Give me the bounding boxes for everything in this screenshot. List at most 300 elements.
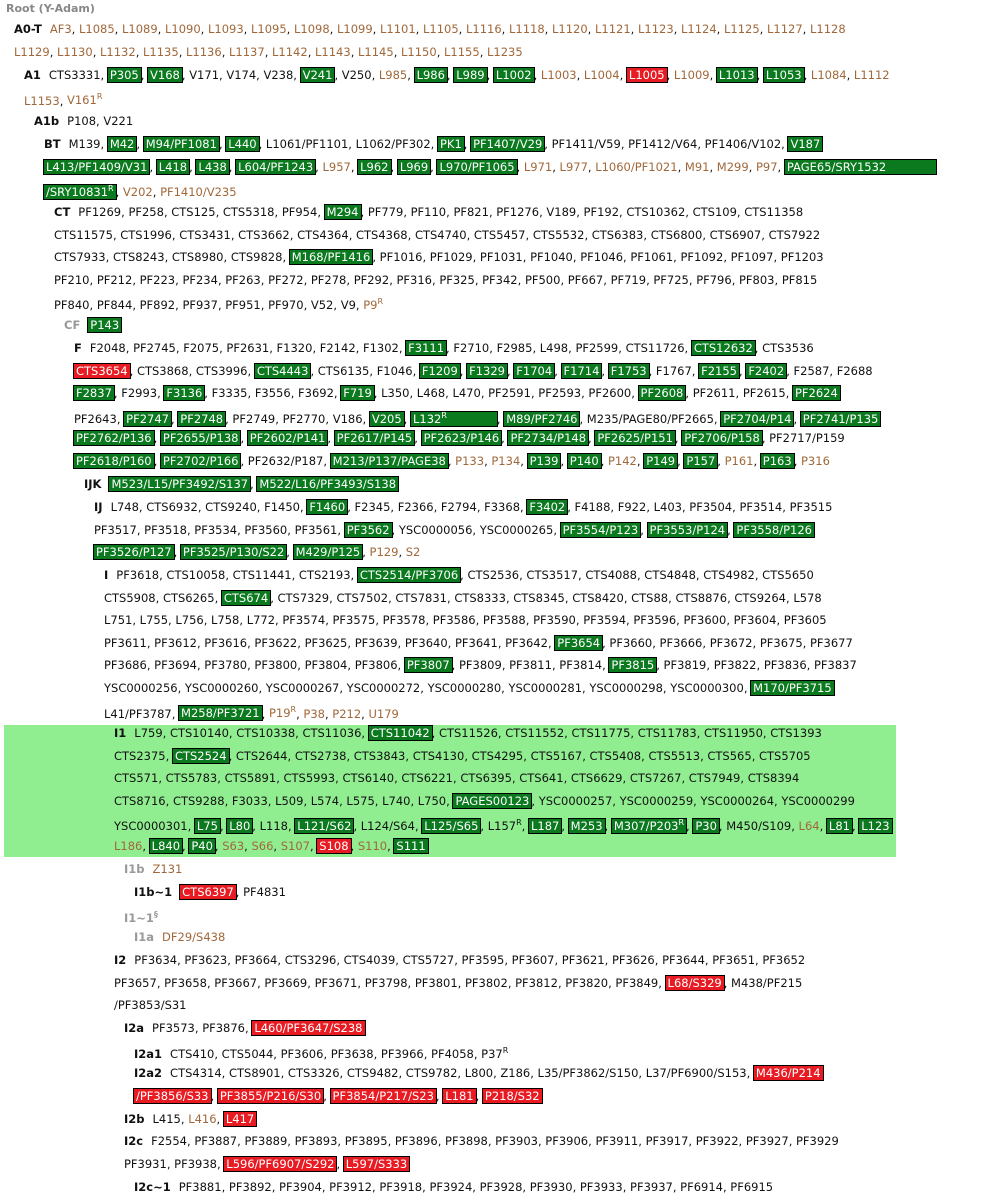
snp-marker[interactable]: PF272 (268, 272, 304, 287)
snp-marker[interactable]: F3556 (254, 386, 291, 401)
snp-marker[interactable]: Z186 (500, 1066, 531, 1080)
snp-marker[interactable]: PF4058 (431, 1046, 474, 1061)
snp-marker[interactable]: PF278 (310, 272, 347, 287)
snp-marker[interactable]: L604/PF1243 (238, 159, 314, 174)
snp-marker[interactable]: CTS5650 (762, 568, 814, 582)
snp-marker[interactable]: CTS2524 (174, 748, 227, 763)
snp-marker[interactable]: PF223 (139, 272, 176, 287)
snp-marker[interactable]: L118 (259, 819, 288, 834)
snp-marker[interactable]: V238 (263, 68, 294, 82)
snp-marker[interactable]: CTS8333 (454, 590, 506, 605)
snp-marker[interactable]: PF2747 (126, 411, 169, 426)
snp-marker[interactable]: /PF3856/S33 (136, 1088, 209, 1103)
snp-marker[interactable]: CTS3996 (195, 363, 248, 378)
node-label[interactable]: I2a2 (134, 1066, 163, 1080)
snp-marker[interactable]: PF3638 (330, 1046, 374, 1061)
snp-marker[interactable]: PF192 (583, 205, 620, 219)
snp-marker[interactable]: PF3641 (454, 635, 498, 650)
snp-marker[interactable]: M235/PAGE80/PF2665 (586, 411, 714, 426)
snp-marker[interactable]: PF2618/P160 (76, 453, 152, 468)
snp-marker[interactable]: L123 (861, 819, 890, 834)
snp-marker[interactable]: PF4831 (243, 885, 286, 899)
snp-marker[interactable]: CTS9782 (405, 1066, 458, 1080)
snp-marker[interactable]: CTS4295 (471, 748, 524, 763)
snp-marker[interactable]: PF1412/V64 (628, 137, 698, 151)
snp-marker[interactable]: CTS5044 (221, 1046, 274, 1061)
snp-marker[interactable]: V250 (341, 68, 372, 82)
snp-marker[interactable]: L977 (559, 159, 588, 174)
snp-marker[interactable]: PF3644 (662, 953, 705, 967)
snp-marker[interactable]: PF3836 (763, 658, 807, 673)
snp-marker[interactable]: CTS88 (631, 590, 669, 605)
snp-marker[interactable]: L1084 (810, 68, 847, 82)
snp-marker[interactable]: $P37^R$ (481, 1046, 509, 1061)
snp-marker[interactable]: PF3898 (445, 1134, 488, 1148)
snp-marker[interactable]: F1714 (563, 363, 600, 378)
snp-marker[interactable]: PF3917 (645, 1134, 689, 1148)
snp-marker[interactable]: P305 (109, 68, 139, 82)
snp-marker[interactable]: L1002 (495, 68, 532, 82)
snp-marker[interactable]: PF3811 (509, 658, 552, 673)
snp-marker[interactable]: L1125 (723, 22, 760, 36)
snp-marker[interactable]: PF110 (410, 205, 447, 219)
snp-marker[interactable]: L1120 (551, 22, 588, 36)
snp-marker[interactable]: L350 (381, 386, 410, 401)
snp-marker[interactable]: L1130 (57, 44, 93, 59)
snp-marker[interactable]: S110 (357, 838, 388, 853)
snp-marker[interactable]: CTS7922 (768, 227, 821, 242)
snp-marker[interactable]: CTS7267 (629, 771, 682, 786)
snp-marker[interactable]: L68/S329 (667, 975, 722, 990)
snp-marker[interactable]: PF3623 (184, 953, 228, 967)
snp-marker[interactable]: L35/PF3862/S150 (537, 1066, 639, 1080)
snp-marker[interactable]: PF2593 (538, 386, 582, 401)
snp-marker[interactable]: PF3918 (379, 1180, 423, 1194)
snp-marker[interactable]: L416 (188, 1112, 217, 1126)
snp-marker[interactable]: PF3618 (116, 568, 160, 582)
snp-marker[interactable]: L41/PF3787 (104, 706, 172, 721)
snp-marker[interactable]: PF3855/P216/S30 (219, 1088, 322, 1103)
snp-marker[interactable]: PF951 (225, 298, 261, 313)
snp-marker[interactable]: CTS11526 (438, 726, 498, 740)
snp-marker[interactable]: CTS565 (707, 748, 752, 763)
snp-marker[interactable]: CTS11775 (571, 726, 631, 740)
snp-marker[interactable]: P149 (646, 453, 676, 468)
snp-marker[interactable]: L759 (134, 726, 163, 740)
snp-marker[interactable]: PF342 (482, 272, 518, 287)
snp-marker[interactable]: L574 (310, 793, 340, 808)
snp-marker[interactable]: M522/L16/PF3493/S138 (259, 477, 397, 491)
snp-marker[interactable]: CTS6395 (460, 771, 512, 786)
snp-marker[interactable]: PF3966 (380, 1046, 424, 1061)
snp-marker[interactable]: CTS5513 (648, 748, 701, 763)
snp-marker[interactable]: CTS2514/PF3706 (359, 568, 459, 582)
snp-marker[interactable]: L1128 (809, 22, 846, 36)
snp-marker[interactable]: CTS11036 (302, 726, 362, 740)
snp-marker[interactable]: L750 (417, 793, 447, 808)
snp-marker[interactable]: L1112 (853, 68, 890, 82)
snp-marker[interactable]: PF3626 (611, 953, 655, 967)
snp-marker[interactable]: F1460 (309, 500, 346, 514)
snp-marker[interactable]: DF29/S438 (162, 930, 226, 944)
snp-marker[interactable]: PF212 (96, 272, 133, 287)
snp-marker[interactable]: PF3654 (557, 635, 601, 650)
snp-marker[interactable]: PF3622 (254, 635, 298, 650)
snp-marker[interactable]: P139 (529, 453, 559, 468)
snp-marker[interactable]: PF292 (353, 272, 390, 287)
node-label[interactable]: A0-T (14, 22, 42, 36)
snp-marker[interactable]: L418 (158, 159, 188, 174)
snp-marker[interactable]: PF719 (610, 272, 647, 287)
snp-marker[interactable]: P163 (762, 453, 792, 468)
snp-marker[interactable]: F1046 (376, 363, 413, 378)
snp-marker[interactable]: PF796 (696, 272, 732, 287)
snp-marker[interactable]: PF316 (396, 272, 432, 287)
node-label[interactable]: I2c~1 (134, 1180, 171, 1194)
node-label[interactable]: CF (64, 318, 81, 332)
snp-marker[interactable]: PF3666 (659, 635, 703, 650)
snp-marker[interactable]: PF3896 (394, 1134, 438, 1148)
snp-marker[interactable]: YSC0000056 (398, 522, 473, 537)
snp-marker[interactable]: V221 (103, 114, 134, 128)
snp-marker[interactable]: PF234 (182, 272, 218, 287)
snp-marker[interactable]: L756 (175, 613, 204, 628)
snp-marker[interactable]: CTS7329 (277, 590, 330, 605)
snp-marker[interactable]: L840 (151, 838, 181, 853)
snp-marker[interactable]: PF3612 (154, 635, 197, 650)
snp-marker[interactable]: M258/PF3721 (181, 706, 260, 721)
snp-marker[interactable]: L597/S333 (345, 1156, 408, 1171)
snp-marker[interactable]: PF2702/P166 (162, 453, 239, 468)
snp-marker[interactable]: PF3660 (609, 635, 653, 650)
snp-marker[interactable]: PF3809 (458, 658, 502, 673)
snp-marker[interactable]: CTS4088 (585, 568, 637, 582)
snp-marker[interactable]: L187 (530, 819, 560, 834)
snp-marker[interactable]: M42 (109, 137, 135, 151)
snp-marker[interactable]: V171 (189, 68, 220, 82)
snp-marker[interactable]: CTS10362 (626, 205, 686, 219)
snp-marker[interactable]: PF1407/V29 (473, 137, 543, 151)
snp-marker[interactable]: F2837 (76, 386, 112, 401)
snp-marker[interactable]: F3335 (211, 386, 248, 401)
snp-marker[interactable]: F1302 (362, 341, 399, 355)
snp-marker[interactable]: PF3664 (234, 953, 278, 967)
snp-marker[interactable]: PF258 (128, 205, 164, 219)
snp-marker[interactable]: P212 (332, 706, 362, 721)
snp-marker[interactable]: PF2655/P138 (162, 431, 239, 446)
snp-marker[interactable]: L415 (152, 1112, 181, 1126)
snp-marker[interactable]: PF3578 (382, 613, 426, 628)
snp-marker[interactable]: PF3634 (134, 953, 178, 967)
snp-marker[interactable]: S2 (405, 545, 421, 560)
snp-marker[interactable]: YSC0000264 (700, 793, 775, 808)
snp-marker[interactable]: PF3575 (332, 613, 376, 628)
snp-marker[interactable]: PF3560 (244, 522, 288, 537)
node-label[interactable]: F (74, 341, 82, 355)
snp-marker[interactable]: L1085 (78, 22, 115, 36)
snp-marker[interactable]: P40 (191, 838, 213, 853)
snp-marker[interactable]: CTS11950 (703, 726, 763, 740)
snp-marker[interactable]: PF3573 (152, 1021, 195, 1035)
snp-marker[interactable]: $L132^R$ (411, 412, 497, 426)
snp-marker[interactable]: PF3588 (482, 613, 526, 628)
snp-marker[interactable]: CTS11726 (625, 341, 685, 355)
snp-marker[interactable]: CTS7831 (395, 590, 447, 605)
snp-marker[interactable]: CTS5908 (104, 590, 156, 605)
snp-marker[interactable]: L186 (114, 838, 143, 853)
snp-marker[interactable]: YSC0000259 (619, 793, 694, 808)
snp-marker[interactable]: PF3820 (565, 975, 609, 990)
snp-marker[interactable]: PF3937 (630, 1180, 673, 1194)
snp-marker[interactable]: CTS8901 (228, 1066, 281, 1080)
snp-marker[interactable]: L970/PF1065 (439, 159, 515, 174)
snp-marker[interactable]: S111 (396, 838, 426, 853)
snp-marker[interactable]: CTS4982 (703, 568, 755, 582)
snp-marker[interactable]: PF840 (54, 298, 90, 313)
snp-marker[interactable]: U179 (368, 706, 399, 721)
snp-marker[interactable]: PF3822 (713, 658, 757, 673)
snp-marker[interactable]: L1060/PF1021 (595, 159, 678, 174)
snp-marker[interactable]: PF2734/P148 (510, 431, 587, 446)
node-label[interactable]: I (104, 568, 109, 582)
snp-marker[interactable]: CTS410 (170, 1046, 215, 1061)
snp-marker[interactable]: P316 (801, 453, 830, 468)
snp-marker[interactable]: PF3800 (254, 658, 298, 673)
snp-marker[interactable]: PF2704/P14 (723, 411, 792, 426)
snp-marker[interactable]: PF2631 (226, 341, 270, 355)
snp-marker[interactable]: F1320 (276, 341, 313, 355)
snp-marker[interactable]: PF3669 (264, 975, 308, 990)
snp-marker[interactable]: PF2741/P135 (802, 411, 879, 426)
snp-marker[interactable]: L413/PF1409/V31 (46, 159, 148, 174)
snp-marker[interactable]: $V161^R$ (67, 92, 103, 108)
snp-marker[interactable]: L181 (445, 1088, 474, 1103)
snp-marker[interactable]: L1101 (379, 22, 416, 36)
node-label[interactable]: I2a (124, 1021, 145, 1035)
snp-marker[interactable]: L800 (464, 1066, 494, 1080)
snp-marker[interactable]: CTS6265 (162, 590, 215, 605)
snp-marker[interactable]: PF725 (653, 272, 689, 287)
snp-marker[interactable]: L986 (416, 68, 445, 82)
snp-marker[interactable]: PF1406/V102 (704, 137, 782, 151)
snp-marker[interactable]: F3136 (166, 386, 203, 401)
snp-marker[interactable]: CTS10140 (169, 726, 229, 740)
snp-marker[interactable]: PF3904 (279, 1180, 322, 1194)
snp-marker[interactable]: PF3504 (689, 500, 733, 514)
snp-marker[interactable]: PF3657 (114, 975, 157, 990)
snp-marker[interactable]: PF3675 (759, 635, 803, 650)
snp-marker[interactable]: CTS5408 (589, 748, 642, 763)
snp-marker[interactable]: YSC0000265 (479, 522, 554, 537)
snp-marker[interactable]: CTS4364 (297, 227, 349, 242)
snp-marker[interactable]: PF892 (139, 298, 176, 313)
snp-marker[interactable]: M139 (68, 137, 101, 151)
snp-marker[interactable]: L1003 (540, 68, 577, 82)
snp-marker[interactable]: L1062/PF302 (355, 137, 431, 151)
snp-marker[interactable]: F2993 (121, 386, 158, 401)
snp-marker[interactable]: CTS109 (692, 205, 737, 219)
snp-marker[interactable]: CTS6932 (146, 500, 198, 514)
node-label[interactable]: CT (54, 205, 71, 219)
snp-marker[interactable]: CTS6397 (182, 885, 234, 899)
snp-marker[interactable]: PF1016 (379, 250, 423, 265)
snp-marker[interactable]: PF2624 (794, 386, 838, 401)
snp-marker[interactable]: PF937 (182, 298, 218, 313)
snp-marker[interactable]: CTS3331 (48, 68, 101, 82)
snp-marker[interactable]: CTS3843 (353, 748, 406, 763)
snp-marker[interactable]: L417 (225, 1112, 255, 1126)
snp-marker[interactable]: F3111 (408, 341, 445, 355)
snp-marker[interactable]: CTS6221 (401, 771, 453, 786)
snp-marker[interactable]: V205 (371, 411, 402, 426)
snp-marker[interactable]: PF3819 (663, 658, 707, 673)
snp-marker[interactable]: PF3929 (796, 1134, 839, 1148)
node-label[interactable]: A1 (24, 68, 41, 82)
snp-marker[interactable]: L460/PF3647/S238 (254, 1021, 363, 1035)
snp-marker[interactable]: F3692 (298, 386, 334, 401)
snp-marker[interactable]: S66 (251, 838, 274, 853)
snp-marker[interactable]: PF3798 (364, 975, 408, 990)
snp-marker[interactable]: PF1276 (496, 205, 540, 219)
snp-marker[interactable]: F3368 (484, 500, 521, 514)
snp-marker[interactable]: $M307/P203^R$ (613, 818, 685, 834)
snp-marker[interactable]: PF3658 (164, 975, 207, 990)
snp-marker[interactable]: PF3607 (511, 953, 555, 967)
snp-marker[interactable]: CTS3868 (136, 363, 189, 378)
snp-marker[interactable]: F2366 (397, 500, 434, 514)
snp-marker[interactable]: PF3876 (202, 1021, 246, 1035)
snp-marker[interactable]: L755 (139, 613, 169, 628)
snp-marker[interactable]: L1089 (121, 22, 158, 36)
snp-marker[interactable]: L1153 (24, 93, 60, 108)
snp-marker[interactable]: PF3892 (228, 1180, 272, 1194)
snp-marker[interactable]: L1143 (315, 44, 351, 59)
snp-marker[interactable]: CTS9482 (346, 1066, 399, 1080)
snp-marker[interactable]: L80 (229, 819, 251, 834)
snp-marker[interactable]: PF3893 (294, 1134, 338, 1148)
snp-marker[interactable]: CTS7502 (336, 590, 389, 605)
snp-marker[interactable]: F1450 (264, 500, 300, 514)
snp-marker[interactable]: CTS2644 (235, 748, 288, 763)
snp-marker[interactable]: $P19^R$ (268, 705, 297, 721)
snp-marker[interactable]: L121/S62 (297, 819, 352, 834)
snp-marker[interactable]: PF3558/P126 (736, 522, 812, 537)
snp-marker[interactable]: PF3922 (695, 1134, 739, 1148)
snp-marker[interactable]: L1105 (422, 22, 459, 36)
snp-marker[interactable]: P134 (491, 453, 521, 468)
snp-marker[interactable]: PF263 (225, 272, 261, 287)
snp-marker[interactable]: P133 (455, 453, 485, 468)
snp-marker[interactable]: PF3514 (739, 500, 783, 514)
snp-marker[interactable]: L64 (798, 819, 820, 834)
snp-marker[interactable]: PF3677 (809, 635, 853, 650)
snp-marker[interactable]: PF3814 (559, 658, 603, 673)
snp-marker[interactable]: CTS8345 (513, 590, 565, 605)
snp-marker[interactable]: S107 (280, 838, 310, 853)
snp-marker[interactable]: PF3534 (194, 522, 238, 537)
node-label[interactable]: I1a (134, 930, 155, 944)
snp-marker[interactable]: PF2643 (74, 411, 117, 426)
snp-marker[interactable]: F1767 (655, 363, 692, 378)
snp-marker[interactable]: F2048 (89, 341, 126, 355)
snp-marker[interactable]: CTS1996 (120, 227, 172, 242)
snp-marker[interactable]: PF3938 (174, 1156, 217, 1171)
snp-marker[interactable]: PF1411/V59 (551, 137, 621, 151)
snp-marker[interactable]: PF3667 (214, 975, 258, 990)
snp-marker[interactable]: PF3807 (406, 658, 450, 673)
snp-marker[interactable]: CTS7933 (54, 250, 106, 265)
snp-marker[interactable]: PF3586 (432, 613, 476, 628)
snp-marker[interactable]: PF3642 (505, 635, 548, 650)
snp-marker[interactable]: L403 (653, 500, 682, 514)
snp-marker[interactable]: PF821 (453, 205, 489, 219)
snp-marker[interactable]: PF2599 (575, 341, 619, 355)
snp-marker[interactable]: PF2749 (232, 411, 276, 426)
snp-marker[interactable]: CTS2375 (114, 748, 166, 763)
snp-marker[interactable]: L772 (246, 613, 276, 628)
snp-marker[interactable]: PF3517 (94, 522, 137, 537)
snp-marker[interactable]: PF3854/P217/S23 (332, 1088, 434, 1103)
snp-marker[interactable]: L971 (523, 159, 553, 174)
snp-marker[interactable]: PF3802 (464, 975, 508, 990)
snp-marker[interactable]: PAGES00123 (455, 793, 530, 808)
snp-marker[interactable]: PF1269 (78, 205, 122, 219)
snp-marker[interactable]: CTS6800 (650, 227, 703, 242)
snp-marker[interactable]: PF3590 (533, 613, 576, 628)
snp-marker[interactable]: CTS9828 (230, 250, 283, 265)
snp-marker[interactable]: L1004 (583, 68, 620, 82)
snp-marker[interactable]: F2587 (793, 363, 830, 378)
snp-marker[interactable]: PF803 (739, 272, 775, 287)
snp-marker[interactable]: L1235 (487, 44, 523, 59)
snp-marker[interactable]: PF3625 (304, 635, 348, 650)
snp-marker[interactable]: L1095 (250, 22, 287, 36)
snp-marker[interactable]: CTS2738 (294, 748, 347, 763)
snp-marker[interactable]: L37/PF6900/S153 (645, 1066, 747, 1080)
snp-marker[interactable]: M294 (326, 205, 359, 219)
snp-marker[interactable]: P129 (369, 545, 399, 560)
snp-marker[interactable]: $/SRY10831^R$ (46, 184, 114, 200)
snp-marker[interactable]: L438 (198, 159, 227, 174)
snp-marker[interactable]: PF2600 (588, 386, 632, 401)
snp-marker[interactable]: CTS3662 (238, 227, 290, 242)
snp-marker[interactable]: L1145 (358, 44, 394, 59)
snp-marker[interactable]: CTS6135 (317, 363, 370, 378)
snp-marker[interactable]: CTS5783 (165, 771, 218, 786)
snp-marker[interactable]: M523/L15/PF3492/S137 (111, 477, 249, 491)
snp-marker[interactable]: PF3812 (515, 975, 558, 990)
snp-marker[interactable]: CTS3296 (284, 953, 337, 967)
snp-marker[interactable]: PF3672 (709, 635, 753, 650)
snp-marker[interactable]: CTS9288 (172, 793, 225, 808)
snp-marker[interactable]: F2075 (183, 341, 220, 355)
snp-marker[interactable]: PF3562 (346, 522, 390, 537)
snp-marker[interactable]: CTS641 (519, 771, 564, 786)
snp-marker[interactable]: PF3525/P130/S22 (182, 545, 285, 560)
snp-marker[interactable]: L1129 (14, 44, 50, 59)
snp-marker[interactable]: L1121 (594, 22, 631, 36)
snp-marker[interactable]: PF3671 (314, 975, 358, 990)
snp-marker[interactable]: PAGE65/SRY1532 (785, 160, 936, 174)
snp-marker[interactable]: $L157^R$ (487, 818, 522, 834)
snp-marker[interactable]: M253 (570, 819, 603, 834)
snp-marker[interactable]: YSC0000272 (346, 680, 421, 695)
snp-marker[interactable]: PF815 (781, 272, 818, 287)
snp-marker[interactable]: PF2591 (488, 386, 531, 401)
snp-marker[interactable]: CTS5993 (283, 771, 336, 786)
snp-marker[interactable]: L1093 (207, 22, 244, 36)
snp-marker[interactable]: CTS8980 (171, 250, 224, 265)
